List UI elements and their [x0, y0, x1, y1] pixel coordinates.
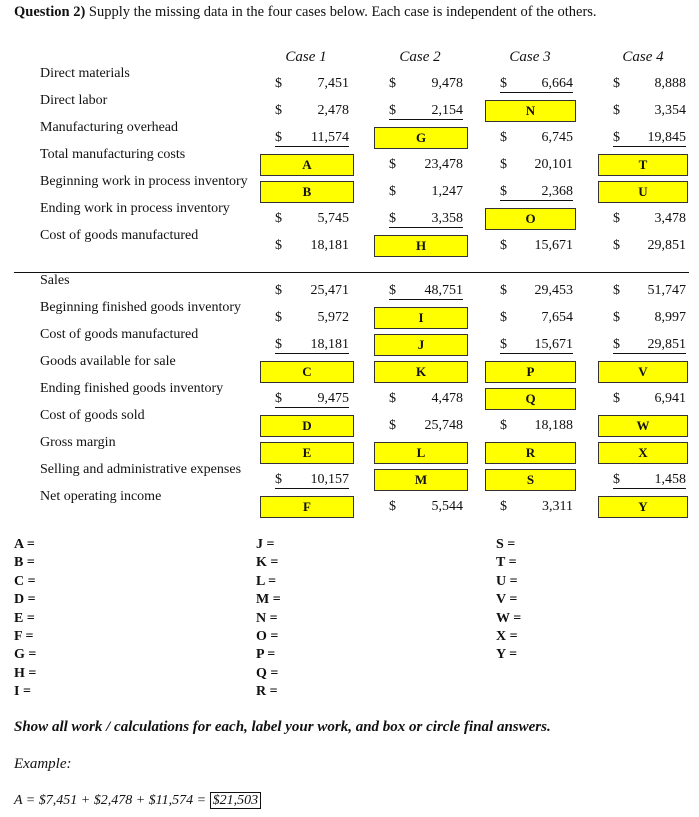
currency-sign: $: [613, 283, 620, 298]
currency-sign: $: [500, 499, 507, 514]
answer-key-item: T =: [496, 555, 517, 571]
missing-value-box: A: [260, 154, 354, 176]
cell-value: 23,478: [424, 157, 463, 172]
answer-key-item: J =: [256, 537, 275, 552]
cell-value: 1,247: [431, 184, 463, 199]
question-number: Question 2): [14, 4, 86, 20]
row-label: Goods available for sale: [40, 354, 176, 369]
currency-sign: $: [500, 76, 573, 93]
missing-value-box: U: [598, 181, 688, 203]
missing-value-box: F: [260, 496, 354, 518]
missing-value-box: N: [485, 100, 576, 122]
missing-value-box: M: [374, 469, 468, 491]
currency-sign: $: [500, 157, 507, 172]
question-title: [14, 4, 597, 21]
cell-value: 20,101: [534, 157, 573, 172]
currency-sign: $: [613, 310, 620, 325]
currency-sign: $: [500, 238, 507, 253]
currency-sign: $: [613, 103, 620, 118]
cell-value: 3,311: [542, 499, 573, 514]
cell-value: 6,664: [541, 76, 573, 91]
example-label: Example:: [14, 756, 72, 772]
cell-value: 3,354: [654, 103, 686, 118]
answer-key-item: X =: [496, 629, 518, 644]
missing-value-box: K: [374, 361, 468, 383]
missing-value-box: L: [374, 442, 468, 464]
answer-key-item: M =: [256, 592, 281, 608]
row-label: Cost of goods sold: [40, 408, 145, 423]
answer-key-item: W =: [496, 610, 522, 626]
cell-value: 25,748: [424, 418, 463, 433]
cell-value: 5,544: [431, 499, 463, 514]
currency-sign: $: [500, 184, 573, 201]
cell-value: 29,851: [647, 238, 686, 253]
currency-sign: $: [275, 76, 282, 91]
cell-value: 2,368: [541, 184, 573, 199]
missing-value-box: I: [374, 307, 468, 329]
answer-key-item: A =: [14, 537, 35, 552]
cell-value: 15,671: [534, 238, 573, 253]
cell-value: 3,478: [654, 211, 686, 226]
missing-value-box: C: [260, 361, 354, 383]
currency-sign: $: [613, 472, 686, 489]
currency-sign: $: [389, 499, 396, 514]
answer-key-item: Q =: [256, 665, 279, 681]
missing-value-box: P: [485, 361, 576, 383]
cell-value: 6,941: [654, 391, 686, 406]
missing-value-box: T: [598, 154, 688, 176]
example-equation-text: A = $7,451 + $2,478 + $11,574 =: [14, 793, 210, 808]
currency-sign: $: [389, 103, 463, 120]
cell-value: 18,181: [310, 337, 349, 352]
cell-value: 15,671: [534, 337, 573, 352]
answer-key-item: R =: [256, 684, 278, 700]
answer-key-item: K =: [256, 555, 279, 571]
currency-sign: $: [275, 238, 282, 253]
answer-key-item: L =: [256, 573, 277, 589]
cell-value: 29,851: [647, 337, 686, 352]
cell-value: 4,478: [431, 391, 463, 406]
question-text: Supply the missing data in the four cases below. Each case is independent of the others.: [85, 4, 597, 20]
answer-key-item: U =: [496, 573, 518, 589]
answer-key-item: C =: [14, 573, 36, 589]
missing-value-box: Y: [598, 496, 688, 518]
currency-sign: $: [389, 283, 463, 300]
currency-sign: $: [275, 310, 282, 325]
row-label: Manufacturing overhead: [40, 120, 178, 135]
cell-value: 5,745: [317, 211, 349, 226]
currency-sign: $: [389, 157, 396, 172]
row-label: Gross margin: [40, 435, 116, 450]
row-label: Cost of goods manufactured: [40, 327, 199, 342]
currency-sign: $: [613, 130, 686, 147]
currency-sign: $: [389, 418, 396, 433]
answer-key-item: S =: [496, 537, 516, 552]
row-label: Beginning work in process inventory: [40, 174, 248, 189]
cell-value: 19,845: [647, 130, 686, 145]
answer-key-item: E =: [14, 610, 35, 626]
cell-value: 29,453: [534, 283, 573, 298]
currency-sign: $: [389, 211, 463, 228]
cell-value: 1,458: [654, 472, 686, 487]
missing-value-box: S: [485, 469, 576, 491]
section-divider: [14, 272, 689, 273]
missing-value-box: G: [374, 127, 468, 149]
missing-value-box: R: [485, 442, 576, 464]
cell-value: 8,888: [654, 76, 686, 91]
currency-sign: $: [389, 391, 396, 406]
currency-sign: $: [613, 238, 620, 253]
currency-sign: $: [500, 337, 573, 354]
currency-sign: $: [275, 130, 349, 147]
cell-value: 18,181: [310, 238, 349, 253]
cell-value: 25,471: [310, 283, 349, 298]
cell-value: 5,972: [317, 310, 349, 325]
missing-value-box: X: [598, 442, 688, 464]
row-label: Selling and administrative expenses: [40, 462, 242, 477]
currency-sign: $: [275, 283, 282, 298]
cell-value: 7,451: [317, 76, 349, 91]
answer-key-item: Y =: [496, 647, 518, 663]
cell-value: 8,997: [654, 310, 686, 325]
cell-value: 2,154: [431, 103, 463, 118]
cell-value: 3,358: [431, 211, 463, 226]
answer-key-item: P =: [256, 647, 276, 663]
currency-sign: $: [613, 391, 620, 406]
answer-key-item: F =: [14, 629, 34, 644]
missing-value-box: Q: [485, 388, 576, 410]
missing-value-box: B: [260, 181, 354, 203]
answer-key-item: G =: [14, 647, 37, 663]
currency-sign: $: [275, 103, 282, 118]
cell-value: 48,751: [424, 283, 463, 298]
cell-value: 2,478: [317, 103, 349, 118]
instructions: Show all work / calculations for each, label your work, and box or circle final answers.: [14, 719, 551, 735]
currency-sign: $: [613, 337, 686, 354]
row-label: Direct materials: [40, 66, 130, 81]
example-equation: [14, 793, 261, 809]
cell-value: 18,188: [534, 418, 573, 433]
cell-value: 7,654: [541, 310, 573, 325]
row-label: Direct labor: [40, 93, 108, 108]
answer-key-item: B =: [14, 555, 35, 571]
answer-key-item: N =: [256, 610, 278, 626]
missing-value-box: J: [374, 334, 468, 356]
row-label: Ending finished goods inventory: [40, 381, 224, 396]
cell-value: 6,745: [541, 130, 573, 145]
currency-sign: $: [275, 472, 349, 489]
answer-key-item: V =: [496, 592, 518, 608]
currency-sign: $: [613, 211, 620, 226]
example-answer-box: $21,503: [210, 792, 262, 809]
missing-value-box: E: [260, 442, 354, 464]
row-label: Sales: [40, 273, 70, 288]
missing-value-box: V: [598, 361, 688, 383]
cell-value: 10,157: [310, 472, 349, 487]
missing-value-box: O: [485, 208, 576, 230]
case-header-2: Case 2: [399, 49, 441, 65]
cell-value: 11,574: [311, 130, 349, 145]
cell-value: 9,475: [317, 391, 349, 406]
missing-value-box: H: [374, 235, 468, 257]
currency-sign: $: [389, 76, 396, 91]
currency-sign: $: [389, 184, 396, 199]
currency-sign: $: [500, 283, 507, 298]
currency-sign: $: [500, 130, 507, 145]
currency-sign: $: [500, 418, 507, 433]
missing-value-box: W: [598, 415, 688, 437]
currency-sign: $: [500, 310, 507, 325]
currency-sign: $: [275, 211, 282, 226]
cell-value: 9,478: [431, 76, 463, 91]
row-label: Net operating income: [40, 489, 162, 504]
missing-value-box: D: [260, 415, 354, 437]
row-label: Ending work in process inventory: [40, 201, 230, 216]
answer-key-item: H =: [14, 665, 37, 681]
case-header-4: Case 4: [622, 49, 664, 65]
cell-value: 51,747: [647, 283, 686, 298]
case-header-3: Case 3: [509, 49, 551, 65]
answer-key-item: I =: [14, 684, 31, 700]
currency-sign: $: [275, 391, 349, 408]
currency-sign: $: [613, 76, 620, 91]
row-label: Total manufacturing costs: [40, 147, 186, 162]
row-label: Cost of goods manufactured: [40, 228, 199, 243]
answer-key-item: D =: [14, 592, 36, 608]
answer-key-item: O =: [256, 629, 279, 644]
row-label: Beginning finished goods inventory: [40, 300, 242, 315]
currency-sign: $: [275, 337, 349, 354]
case-header-1: Case 1: [285, 49, 327, 65]
